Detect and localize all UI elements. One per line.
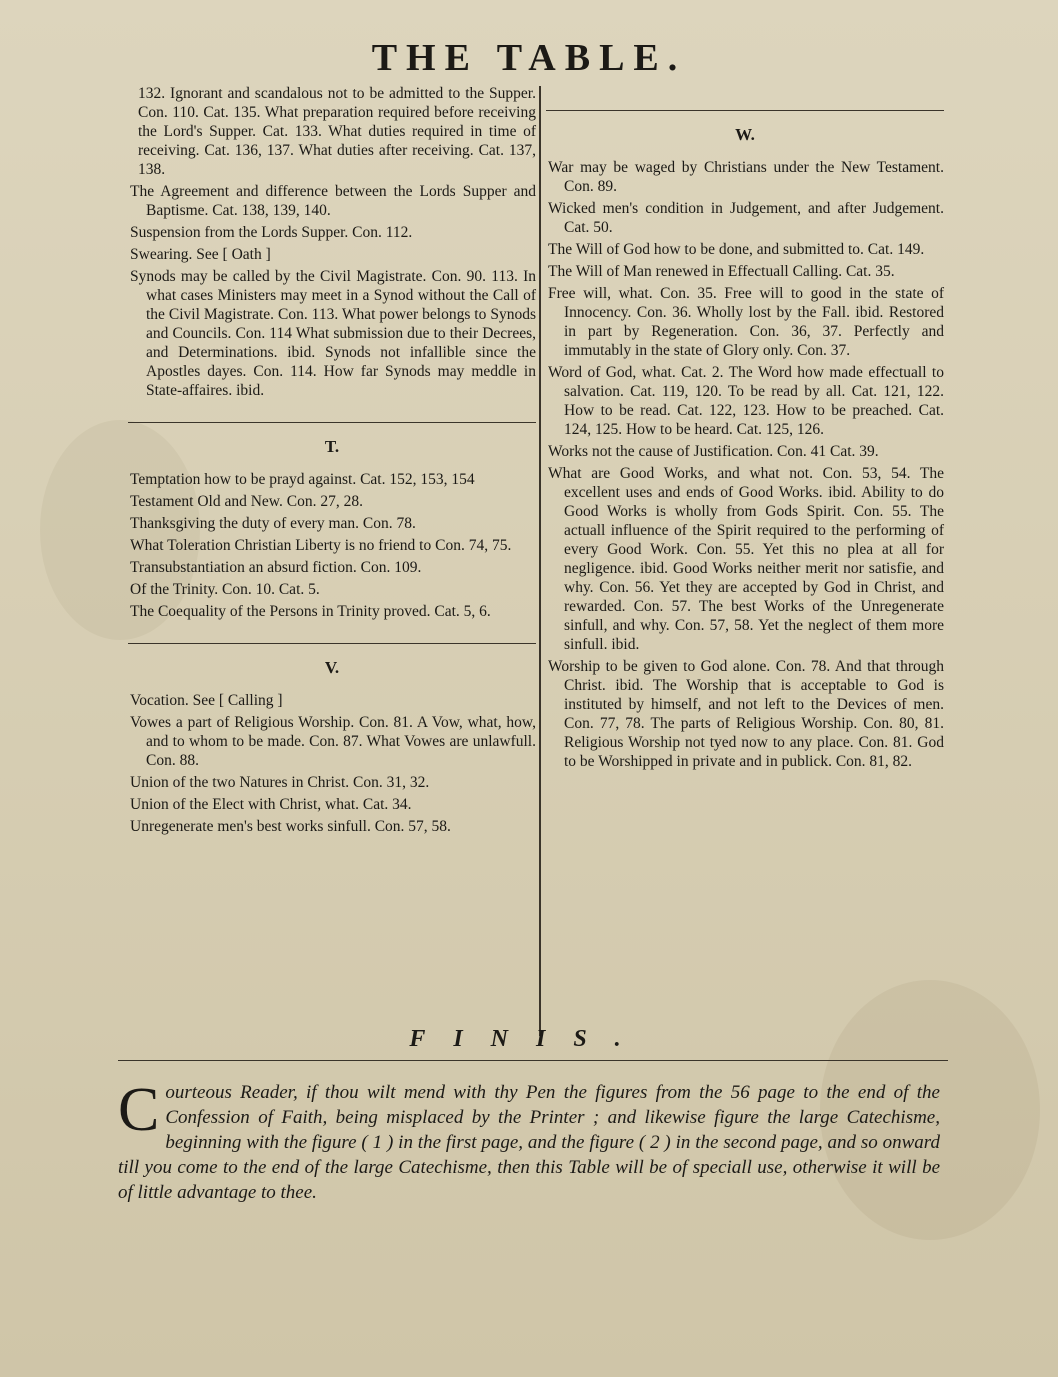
index-entry: Suspension from the Lords Supper. Con. 112. [130, 224, 413, 241]
index-entry: Vowes a part of Religious Worship. Con. 81. A Vow, what, how, and to whom to be made. Con. 87. What Vowes are unlawfull. Con. 88. [130, 714, 536, 769]
index-entry: The Coequality of the Persons in Trinity proved. Cat. 5, 6. [130, 603, 491, 620]
index-entry: Free will, what. Con. 35. Free will to good in the state of Innocency. Con. 36. Wholly lost by the Fall. ibid. Restored in part by Regeneration. Con. 36, 37. Perfectly and immutably in the state of Glory only. Con. 37. [548, 285, 944, 359]
finis-rule [118, 1060, 948, 1061]
index-entry: Union of the Elect with Christ, what. Cat. 34. [130, 796, 412, 813]
index-entry: The Agreement and difference between the Lords Supper and Baptisme. Cat. 138, 139, 140. [130, 183, 536, 219]
index-entry: Synods may be called by the Civil Magistrate. Con. 90. 113. In what cases Ministers may meet in a Synod without the Call of the Civil Magistrate. Con. 113. What power belongs to Synods and Councils. Con. 114 What submission due to their Decrees, and Determinations. ibid. Synods not infallible since the Apostles dayes. Con. 114. How far Synods may meddle in State-affaires. ibid. [130, 268, 536, 399]
index-entry: Works not the cause of Justification. Con. 41 Cat. 39. [548, 443, 879, 460]
index-entry: Testament Old and New. Con. 27, 28. [130, 493, 363, 510]
drop-cap: C [118, 1076, 160, 1144]
index-entry: War may be waged by Christians under the New Testament. Con. 89. [548, 159, 944, 195]
section-rule [546, 110, 944, 111]
left-column [128, 84, 536, 839]
index-entry: Swearing. See [ Oath ] [130, 246, 271, 263]
index-entry: Of the Trinity. Con. 10. Cat. 5. [130, 581, 320, 598]
index-entry: The Will of God how to be done, and submitted to. Cat. 149. [548, 241, 925, 258]
index-entry: 132. Ignorant and scandalous not to be admitted to the Supper. Con. 110. Cat. 135. What preparation required before receiving the Lord's Supper. Cat. 133. What duties required in time of receiving. Cat. 136, 137. What duties after receiving. Cat. 137, 138. [138, 85, 536, 178]
section-rule [128, 422, 536, 423]
index-entry: The Will of Man renewed in Effectuall Calling. Cat. 35. [548, 263, 895, 280]
page-title: THE TABLE. [371, 37, 687, 79]
index-entry: Union of the two Natures in Christ. Con. 31, 32. [130, 774, 430, 791]
index-entry: Unregenerate men's best works sinfull. Con. 57, 58. [130, 818, 451, 835]
section-heading-w: W. [735, 125, 755, 144]
reader-note [118, 1076, 940, 1205]
right-column [546, 84, 944, 774]
reader-note-text: ourteous Reader, if thou wilt mend with thy Pen the figures from the 56 page to the end of the Confession of Faith, being misplaced by the Printer ; and likewise figure the large Catechisme, beginning with the figure ( 1 ) in the first page, and the figure ( 2 ) in the second page, and so onward till you come to the end of the large Catechisme, then this Table will be of speciall use, otherwise it will be of little advantage to thee. [118, 1082, 940, 1203]
index-entry: What are Good Works, and what not. Con. 53, 54. The excellent uses and ends of Good Works. ibid. Ability to do Good Works is wholly from Gods Spirit. Con. 55. The actuall influence of the Spirit required to the performing of every Good Work. Con. 55. Yet this no plea at all for negligence. ibid. Good Works neither merit nor satisfie, and why. Con. 56. Yet they are accepted by God in Christ, and rewarded. Con. 57. The best Works of the Unregenerate sinfull, and why. Con. 57, 58. Yet the neglect of them more sinfull. ibid. [548, 465, 944, 653]
section-heading-v: V. [324, 658, 340, 677]
section-heading-t: T. [324, 437, 340, 456]
index-entry: Wicked men's condition in Judgement, and after Judgement. Cat. 50. [548, 200, 944, 236]
index-entry: Worship to be given to God alone. Con. 78. And that through Christ. ibid. The Worship that is acceptable to God is instituted by himself, and not left to the Devices of men. Con. 77, 78. The parts of Religious Worship. Con. 80, 81. Religious Worship not tyed now to any place. Con. 81. God to be Worshipped in private and in publick. Con. 81, 82. [548, 658, 944, 770]
section-rule [128, 643, 536, 644]
index-entry: Thanksgiving the duty of every man. Con. 78. [130, 515, 416, 532]
finis-heading: FINIS. [409, 1026, 649, 1052]
index-entry: Temptation how to be prayd against. Cat. 152, 153, 154 [130, 471, 475, 488]
index-entry: Word of God, what. Cat. 2. The Word how made effectuall to salvation. Cat. 119, 120. To be read by all. Cat. 121, 122. How to be read. Cat. 122, 123. How to be preached. Cat. 124, 125. How to be heard. Cat. 125, 126. [548, 364, 944, 438]
index-entry: What Toleration Christian Liberty is no friend to Con. 74, 75. [130, 537, 512, 554]
index-entry: Transubstantiation an absurd fiction. Con. 109. [130, 559, 422, 576]
index-entry: Vocation. See [ Calling ] [130, 692, 283, 709]
column-divider [539, 86, 541, 1036]
